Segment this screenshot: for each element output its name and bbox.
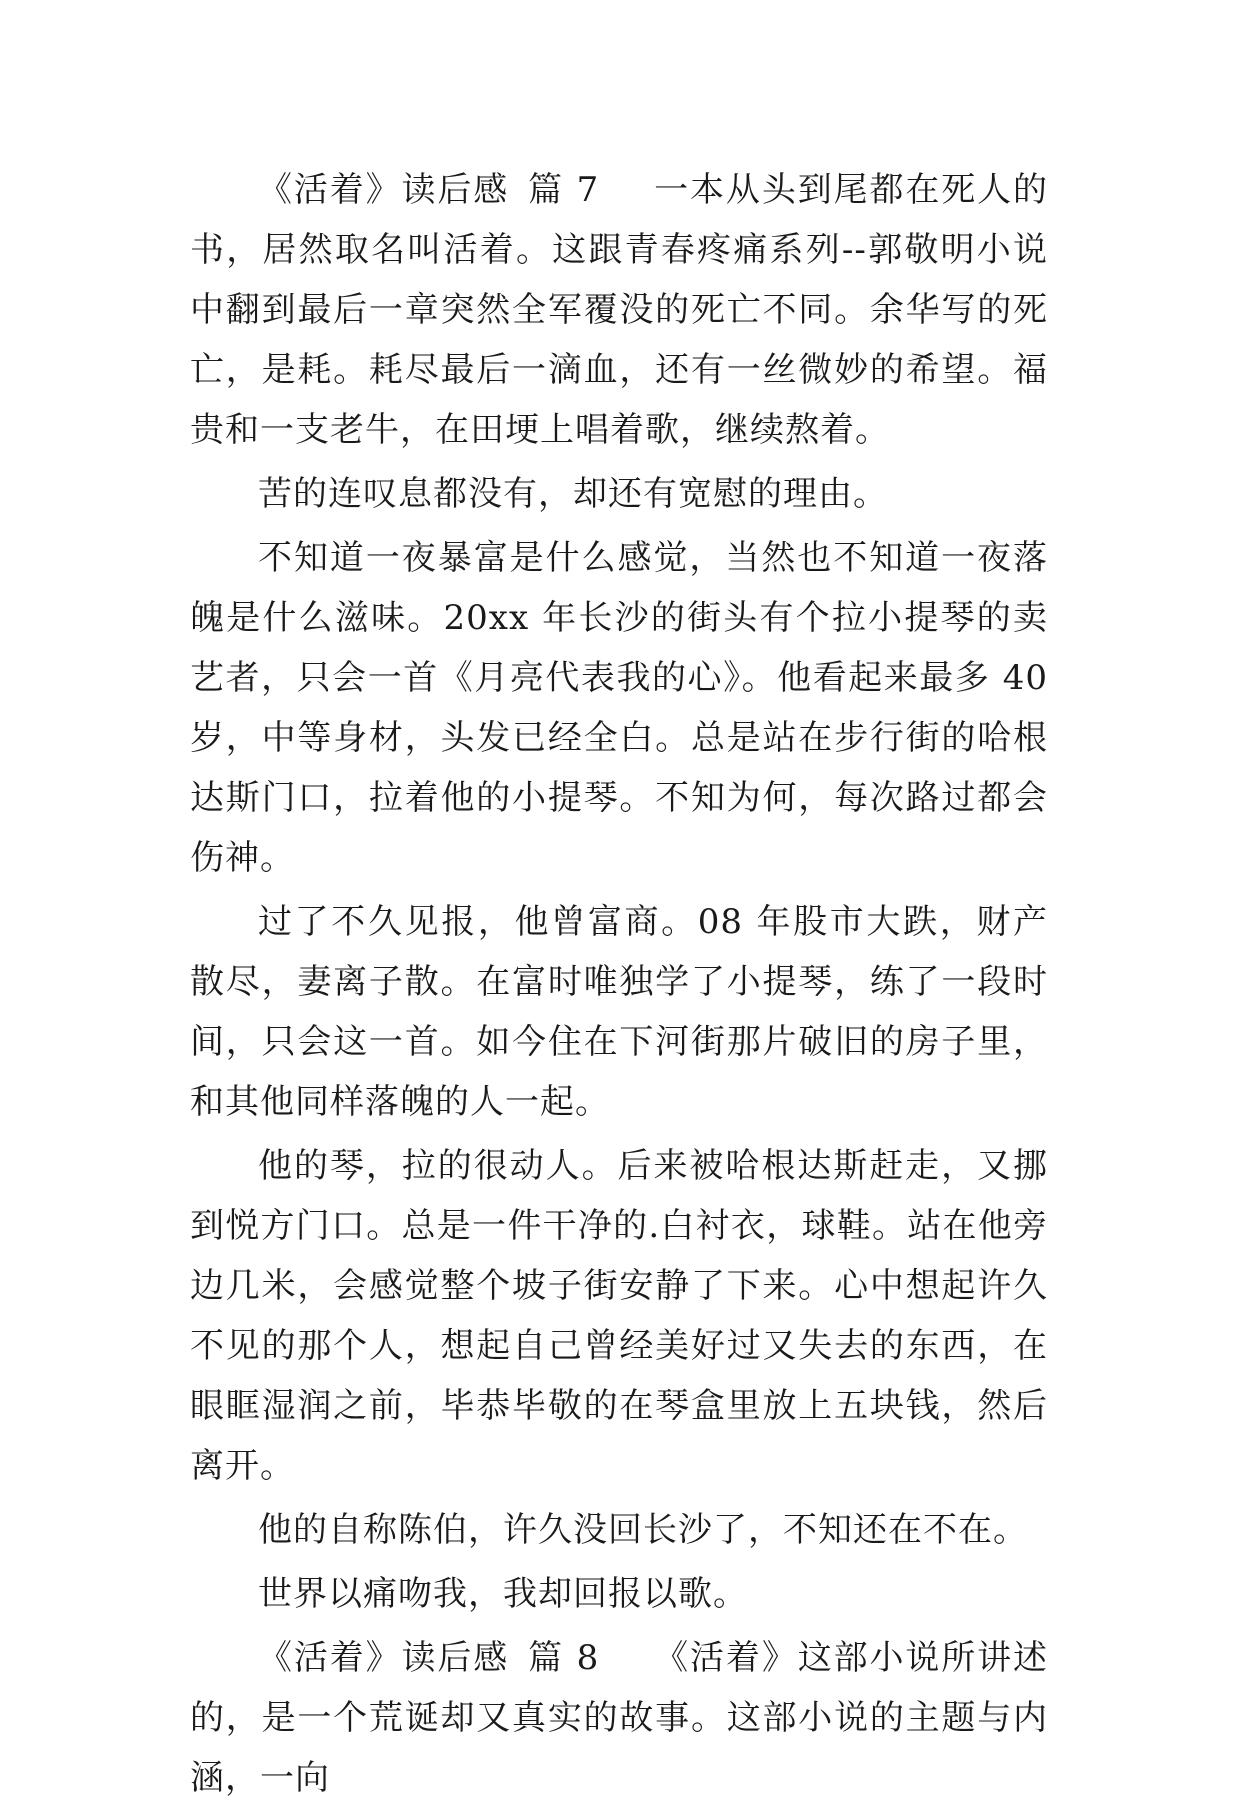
paragraph-text: 世界以痛吻我，我却回报以歌。 [258,1574,748,1614]
paragraph-text: 苦的连叹息都没有，却还有宽慰的理由。 [258,474,888,514]
paragraph-6 [190,1500,1048,1560]
paragraph-text: 过了不久见报，他曾富商。08 年股市大跌，财产散尽，妻离子散。在富时唯独学了小提琴，练了一段时间，只会这一首。如今住在下河街那片破旧的房子里，和其他同样落魄的人一起。 [190,902,1048,1122]
section-heading-number: 篇 7 [527,170,600,210]
paragraph-2 [190,464,1048,524]
paragraph-text: 他的自称陈伯，许久没回长沙了，不知还在不在。 [258,1510,1028,1550]
paragraph-3 [190,528,1048,888]
section-heading-title: 《活着》读后感 [258,1638,510,1678]
paragraph-text: 他的琴，拉的很动人。后来被哈根达斯赶走，又挪到悦方门口。总是一件干净的.白衬衣，球鞋。站在他旁边几米，会感觉整个坡子街安静了下来。心中想起许久不见的那个人，想起自己曾经美好过又失去的东西，在眼眶湿润之前，毕恭毕敬的在琴盒里放上五块钱，然后离开。 [190,1146,1048,1486]
paragraph-7 [190,1564,1048,1624]
paragraph-text: 一本从头到尾都在死人的书，居然取名叫活着。这跟青春疼痛系列--郭敬明小说中翻到最后一章突然全军覆没的死亡不同。余华写的死亡，是耗。耗尽最后一滴血，还有一丝微妙的希望。福贵和一支老牛，在田埂上唱着歌，继续熬着。 [190,170,1048,450]
paragraph-8 [190,1628,1048,1808]
section-heading-title: 《活着》读后感 [258,170,510,210]
paragraph-text: 不知道一夜暴富是什么感觉，当然也不知道一夜落魄是什么滋味。20xx 年长沙的街头有个拉小提琴的卖艺者，只会一首《月亮代表我的心》。他看起来最多 40 岁，中等身材，头发已经全白。总是站在步行街的哈根达斯门口，拉着他的小提琴。不知为何，每次路过都会伤神。 [190,538,1048,878]
paragraph-1 [190,160,1048,460]
paragraph-text: 《活着》这部小说所讲述的，是一个荒诞却又真实的故事。这部小说的主题与内涵，一向 [190,1638,1048,1798]
document-body [190,160,1048,1812]
paragraph-4 [190,892,1048,1132]
paragraph-5 [190,1136,1048,1496]
section-heading-number: 篇 8 [527,1638,600,1678]
